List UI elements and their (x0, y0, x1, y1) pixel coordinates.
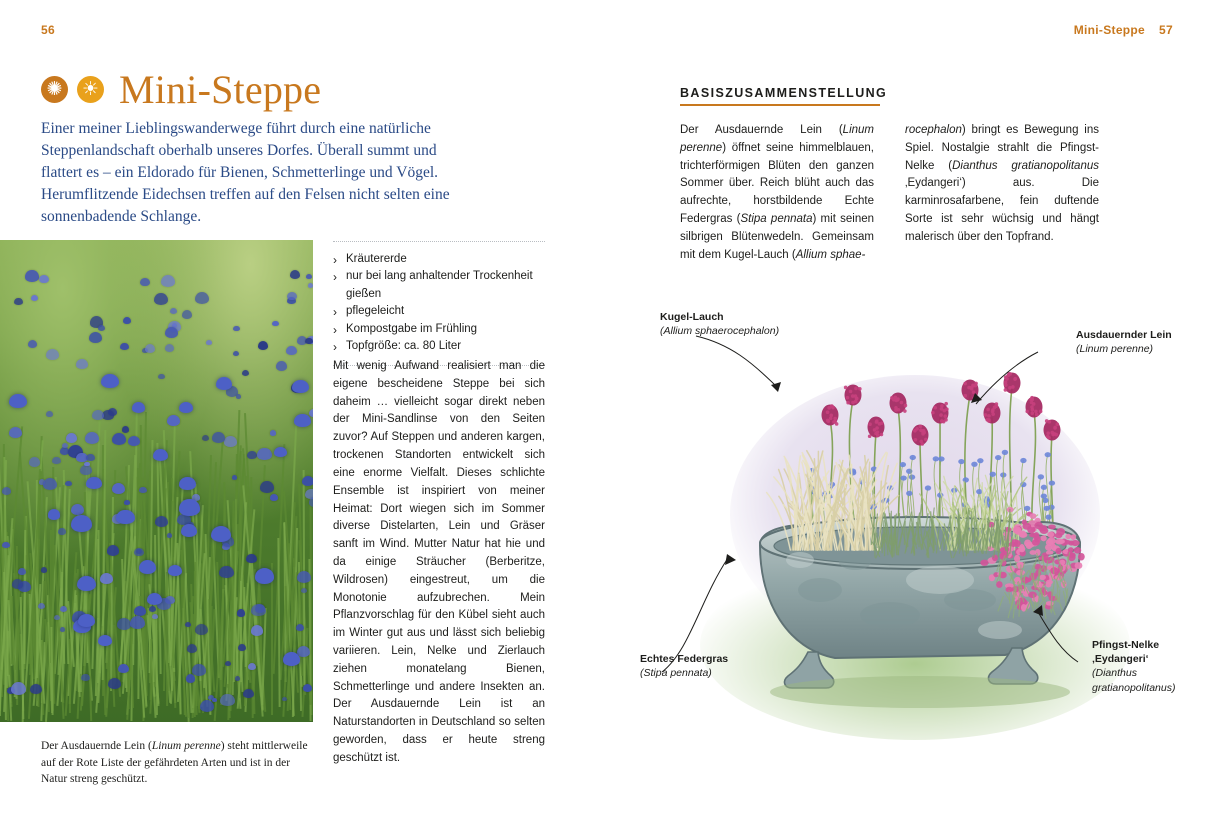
care-spec-item: › pflegeleicht (333, 303, 545, 320)
care-spec-item: › Kräutererde (333, 251, 545, 268)
folio-left: 56 (41, 23, 55, 37)
photo-meadow (0, 240, 313, 722)
right-column-1: Der Ausdauernde Lein (Linum perenne) öffnet seine himmelblauen, trichterförmigen Blüten den ganzen Sommer über. Reich blüht auch das aufrechte, horstbildende Echte Federgras (Stipa pennata) mit seinen silbrigen Blütenwedeln. Gemeinsam mit dem Kugel-Lauch (Allium sphae- (680, 124, 875, 261)
care-spec-box (333, 241, 545, 366)
illustration-bathtub-planter (640, 300, 1200, 760)
label-echtes-federgras: Echtes Federgras (Stipa pennata) (640, 653, 729, 680)
care-spec-list (333, 251, 545, 356)
photo-caption: Der Ausdauernde Lein (Linum perenne) steht mittlerweile auf der Rote Liste der gefährdeten Arten und ist in der Natur streng geschützt. (41, 740, 308, 786)
sun-icon: ☀ (77, 76, 104, 103)
chapter-title-row (41, 66, 321, 113)
label-kugel-lauch: Kugel-Lauch (Allium sphaerocephalon) (660, 311, 780, 338)
folio-right: 57 (1159, 23, 1173, 37)
running-head-right (1074, 23, 1173, 37)
photo-blooms (0, 240, 313, 722)
sun-dry-icon: ✺ (41, 76, 68, 103)
care-spec-item: › Kompostgabe im Frühling (333, 321, 545, 338)
care-spec-item: › nur bei lang anhaltender Trockenheit gießen (333, 268, 545, 303)
section-heading: BASISZUSAMMENSTELLUNG (680, 86, 888, 100)
label-pfingst-nelke: Pfingst-Nelke ‚Eydangeri‘ (Dianthus gratianopolitanus) (1092, 639, 1176, 694)
lede-paragraph: Einer meiner Lieblingswanderwege führt durch eine natürliche Steppenlandschaft oberhalb unseres Dorfes. Überall summt und flattert es – ein Eldorado für Bienen, Schmetterlinge und Vögel. Herumflitzende Eidechsen treffen auf den Felsen nicht selten eine sonnenbadende Schlange. (41, 120, 450, 225)
care-spec-item: › Topfgröße: ca. 80 Liter (333, 338, 545, 355)
label-ausdauernder-lein: Ausdauernder Lein (Linum perenne) (1076, 329, 1172, 356)
right-column-2: rocephalon) bringt es Bewegung ins Spiel. Nostalgie strahlt die Pfingst-Nelke (Dianthus gratianopolitanus ‚Eydangeri‘) aus. Die karminrosafarbene, fein duftende Sorte ist sehr wüchsig und hängt malerisch über den Topfrand. (905, 124, 1099, 243)
page-title: Mini-Steppe (119, 67, 322, 112)
body-column: Mit wenig Aufwand realisiert man die eigene bescheidene Steppe bei sich daheim … vielleicht sogar direkt neben der Mini-Sandlinse von den Seiten zuvor? Auf Steppen und anderen kargen, trockenen Standorten entwickelt sich eine enorme Vielfalt. Dieses schlichte Ensemble ist inspiriert von meiner Heimat: Dort wiegen sich im Sommer diverse Distelarten, Lein und Gräser sanft im Wind. Mutter Natur hat hie und da einige Sträucher (Berberitze, Wildrosen) eingestreut, um die Monotonie aufzubrechen. Mein Pflanzvorschlag für den Kübel sieht auch im Winter gut aus und lässt sich beliebig variieren. Lein, Nelke und Zierlauch ziehen monatelang Bienen, Schmetterlinge und andere Insekten an. Der Ausdauernde Lein ist an Naturstandorten in Deutschland so selten geworden, dass er heute streng geschützt ist. (333, 360, 545, 764)
section-rule (680, 104, 880, 106)
running-head-title: Mini-Steppe (1073, 23, 1146, 37)
